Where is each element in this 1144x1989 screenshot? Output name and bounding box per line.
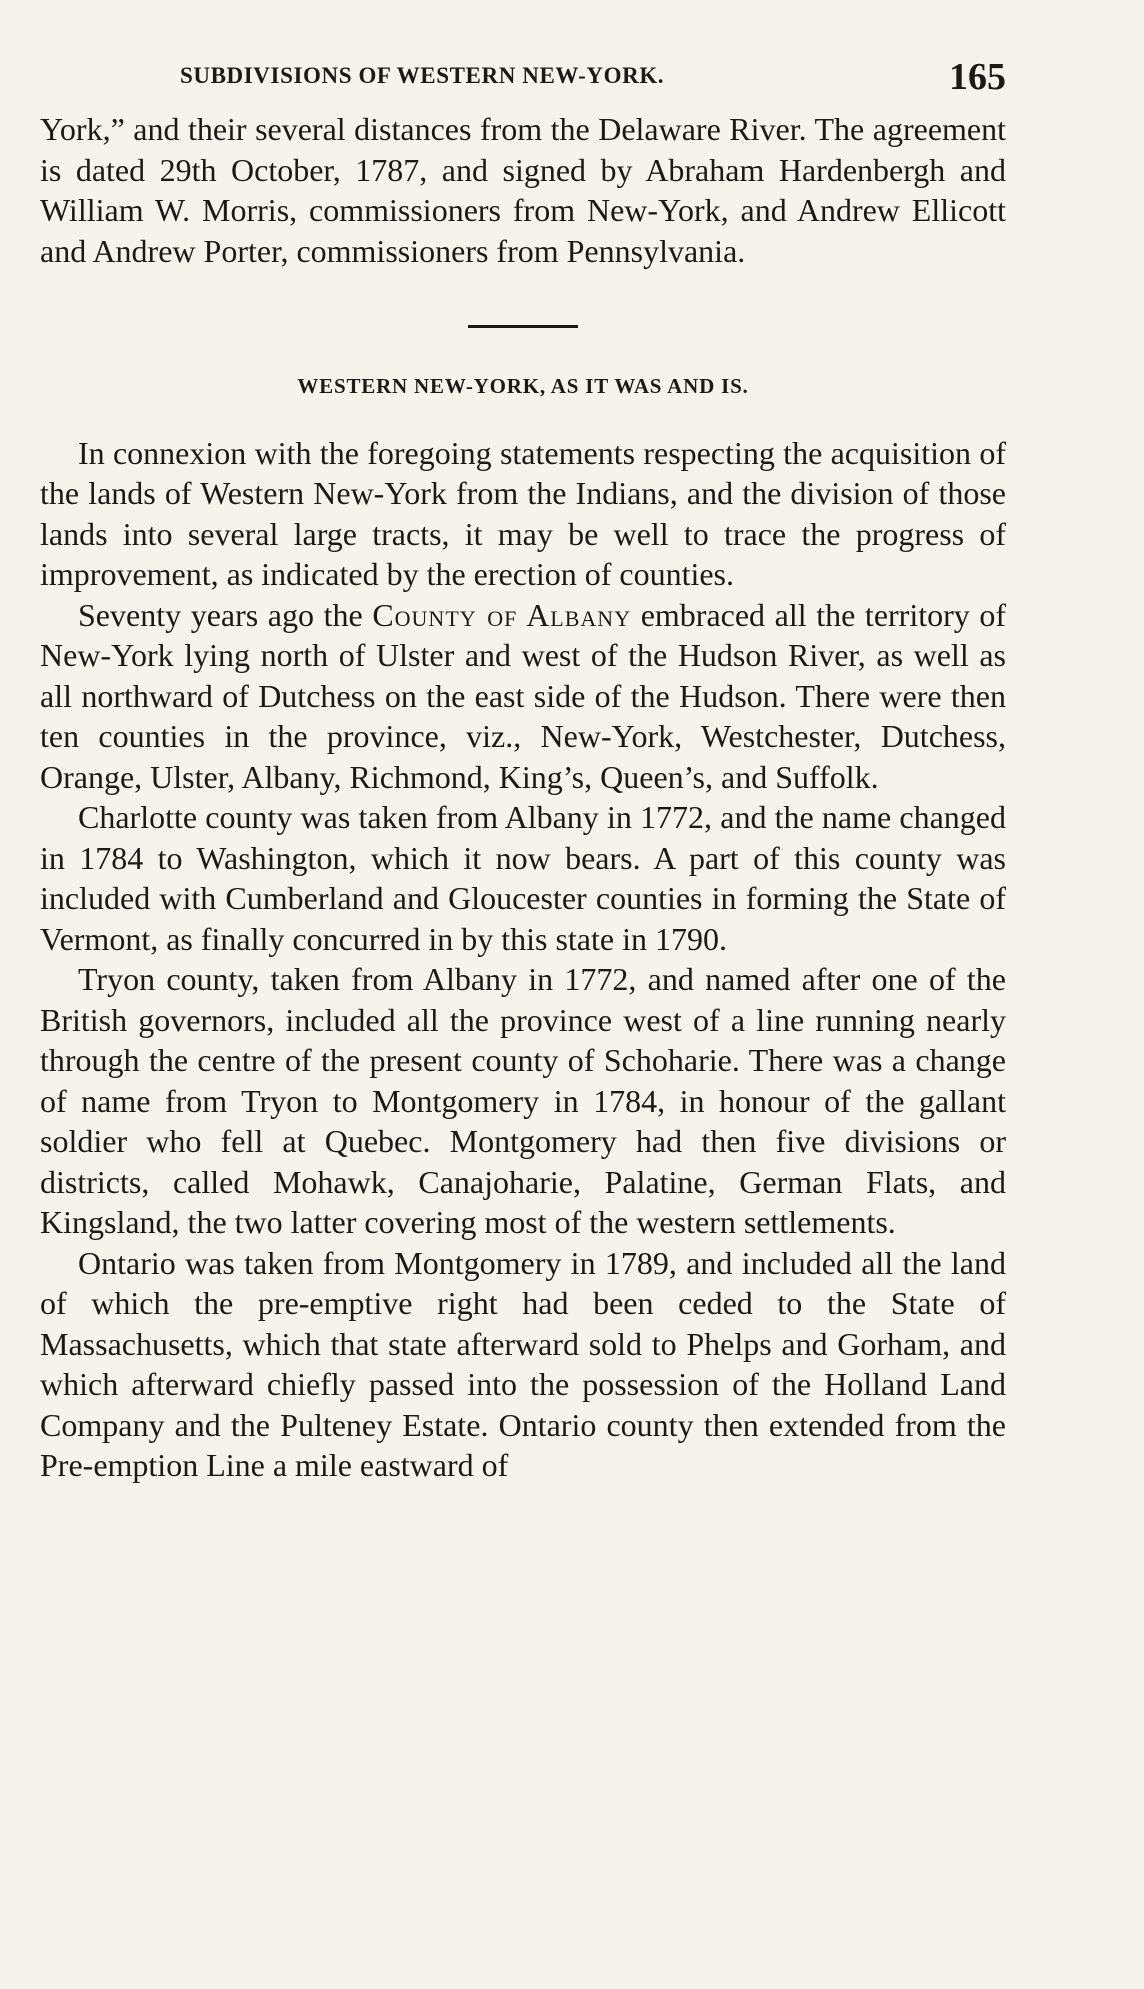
paragraph-albany-rest: embraced all the territory of New-York lying north of Ulster and west of the Hudson River, as well as all northward of Dutchess on the east side of the Hudson. There were then ten counties in the province, viz., New-York, Westchester, Dutchess, Orange, Ulster, Albany, Richmond, King’s, Queen’s, and Suffolk. [40,596,1007,795]
paragraph-ontario: Ontario was taken from Montgomery in 1789, and included all the land of which the pre-emptive right had been ceded to the State of Massachusetts, which that state afterward sold to Phelps and Gorham, and which afterward chiefly passed into the possession of the Holland Land Company and the Pulteney Estate. Ontario county then extended from the Pre-emption Line a mile eastward of [40,1244,1006,1483]
paragraph-albany-lead: Seventy years ago the [78,596,373,633]
section-heading: WESTERN NEW-YORK, AS IT WAS AND IS. [297,374,749,398]
paragraph-albany [40,595,1006,798]
book-page [40,55,1006,1486]
body-text [40,109,1006,1486]
page-number: 165 [949,56,1006,98]
running-title: SUBDIVISIONS OF WESTERN NEW-YORK. [180,63,665,88]
paragraph-connexion: In connexion with the foregoing statements respecting the acquisition of the lands of Western New-York from the Indians, and the division of those lands into several large tracts, it may be well to trace the progress of improvement, as indicated by the erection of counties. [40,434,1006,592]
paragraph-charlotte: Charlotte county was taken from Albany in 1772, and the name changed in 1784 to Washington, which it now bears. A part of this county was included with Cumberland and Gloucester counties in forming the State of Vermont, as finally concurred in by this state in 1790. [40,799,1006,957]
paragraph-tryon: Tryon county, taken from Albany in 1772, and named after one of the British governors, included all the province west of a line running nearly through the centre of the present county of Schoharie. There was a change of name from Tryon to Montgomery in 1784, in honour of the gallant soldier who fell at Quebec. Montgomery had then five divisions or districts, called Mohawk, Canajoharie, Palatine, German Flats, and Kingsland, the two latter covering most of the western settlements. [40,961,1006,1240]
section-divider [468,325,578,328]
continued-paragraph: York,” and their several distances from the Delaware River. The agreement is dated 29th October, 1787, and signed by Abraham Hardenbergh and William W. Morris, commissioners from New-York, and Andrew Ellicott and Andrew Porter, commissioners from Pennsylvania. [40,111,1006,269]
running-head [40,55,1006,109]
county-of-albany-smallcaps: County of Albany [372,596,632,633]
